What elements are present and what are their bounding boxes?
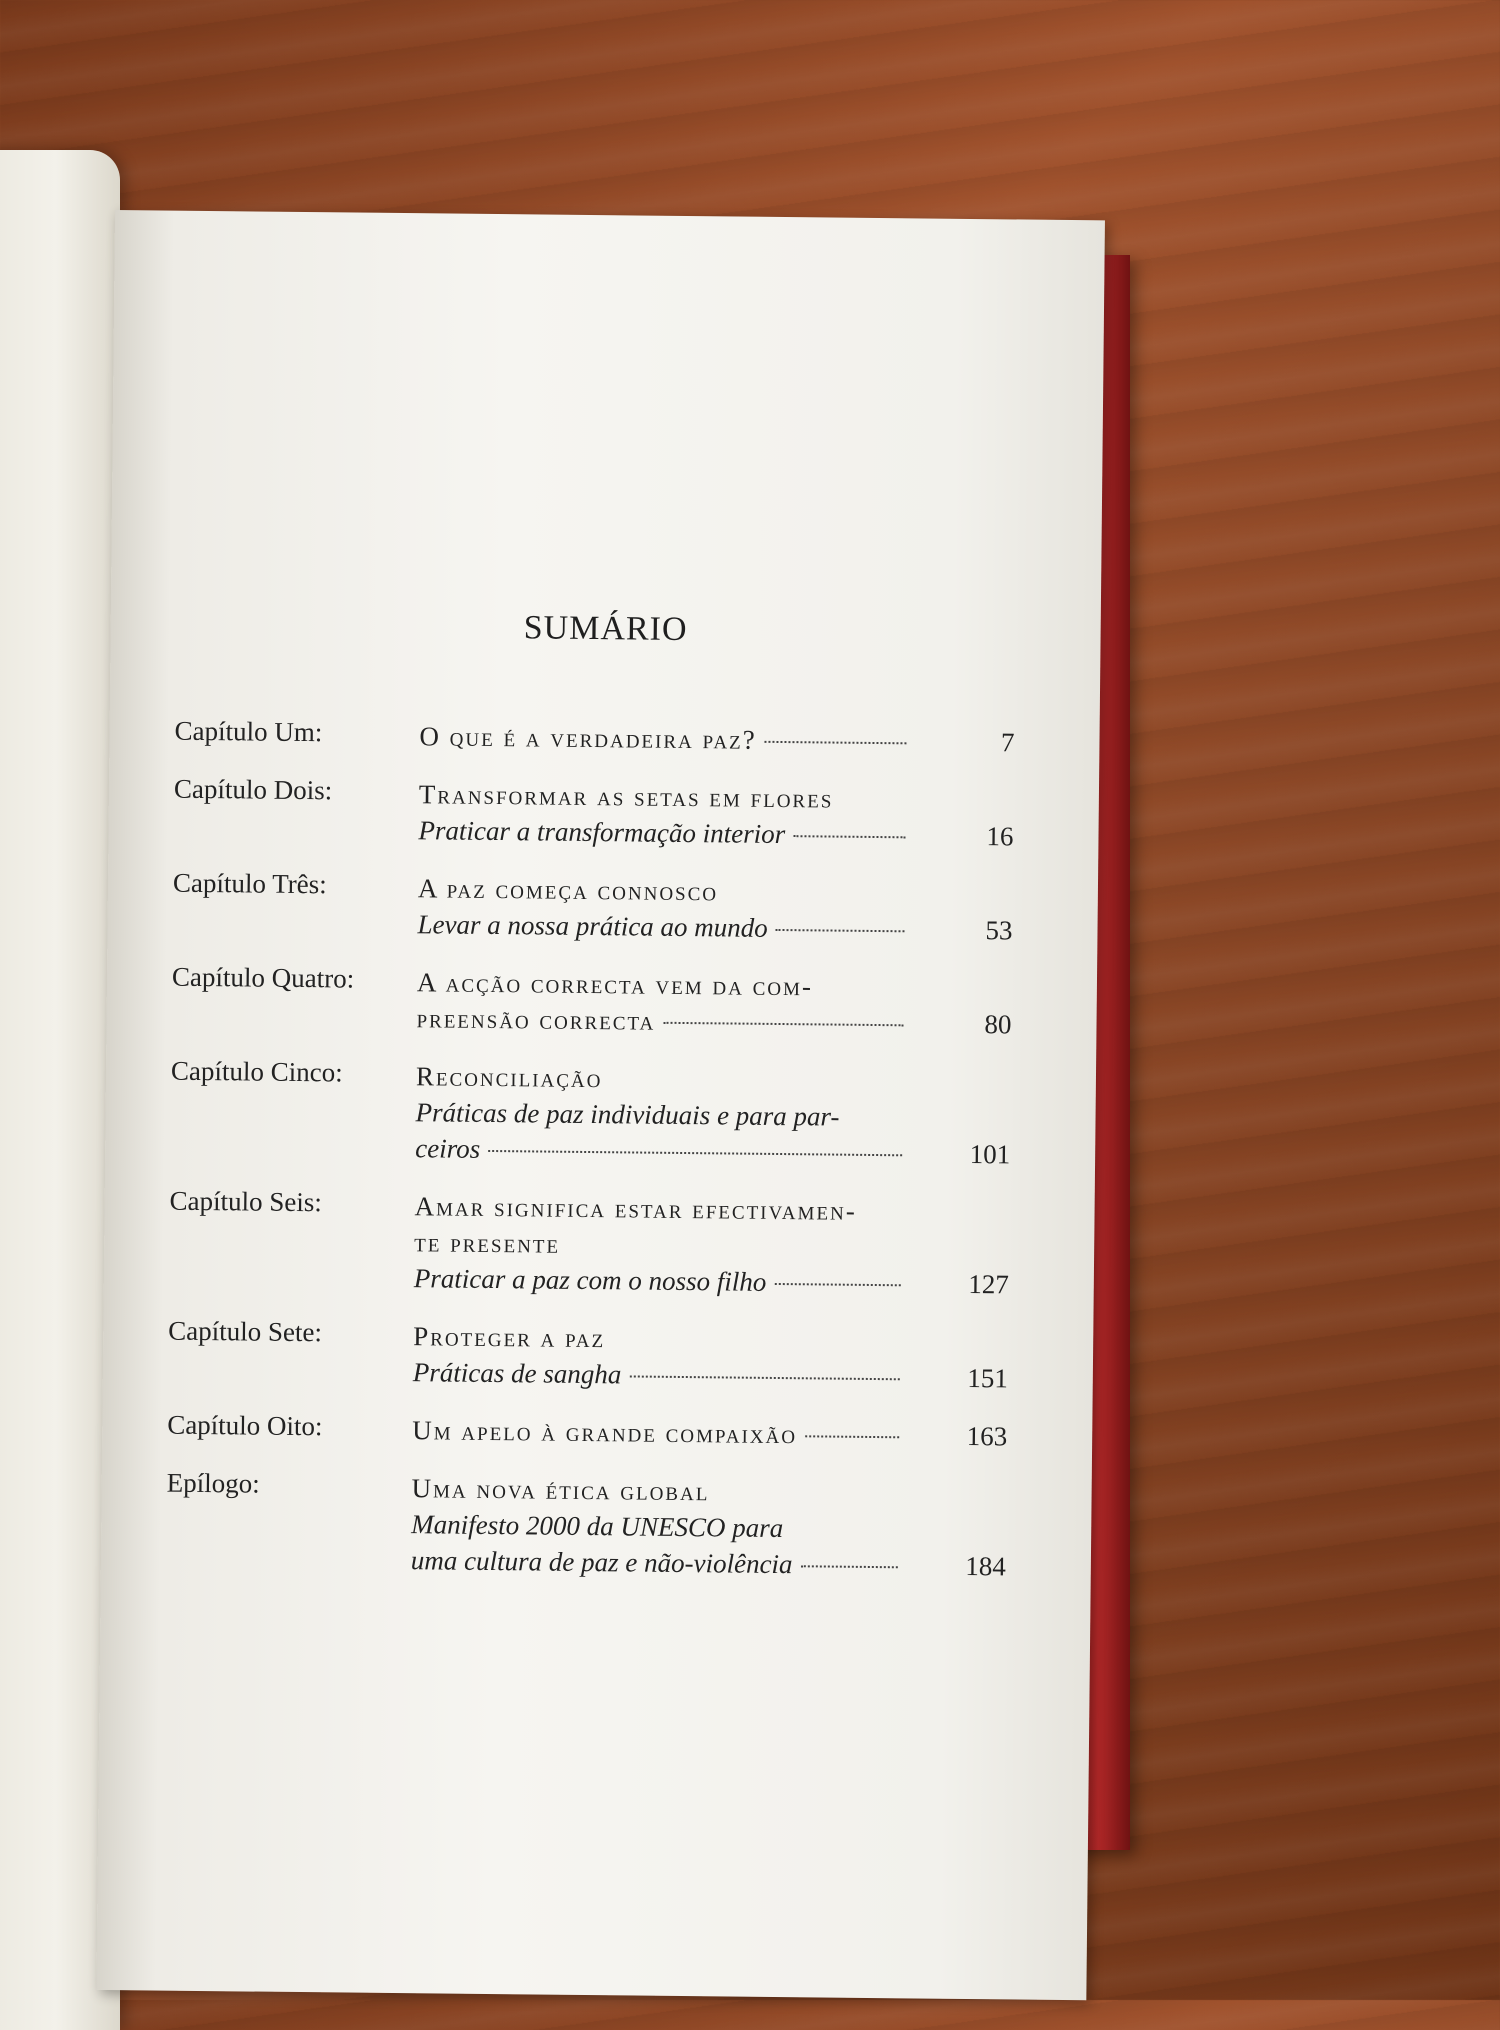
chapter-label: Capítulo Oito: <box>167 1409 323 1442</box>
toc-entry <box>169 1186 1010 1303</box>
page-number: 53 <box>985 915 1013 946</box>
toc-entry <box>171 962 1012 1043</box>
line-text: Transformar as setas em flores <box>418 779 834 814</box>
page-number: 7 <box>1000 727 1015 758</box>
toc-entry <box>170 1056 1011 1173</box>
chapter-titles <box>417 870 913 947</box>
chapter-label: Capítulo Dois: <box>173 773 333 806</box>
chapter-label: Capítulo Sete: <box>168 1315 323 1348</box>
line-text: Manifesto 2000 da UNESCO para <box>411 1509 784 1544</box>
chapter-titles <box>419 718 914 759</box>
line-text: A acção correcta vem da com- <box>416 967 814 1002</box>
chapter-title-line <box>416 1000 911 1041</box>
toc-entry <box>174 716 1014 761</box>
dot-leader <box>774 1283 900 1286</box>
toc-entry <box>173 774 1014 855</box>
line-text: Praticar a transformação interior <box>418 815 786 850</box>
dot-leader <box>805 1435 899 1438</box>
chapter-title-line <box>418 870 913 911</box>
chapter-title-line <box>411 1470 906 1511</box>
chapter-title-line <box>419 718 914 759</box>
line-text: preensão correcta <box>416 1003 656 1036</box>
dot-leader <box>776 929 905 932</box>
chapter-titles <box>414 1188 910 1301</box>
chapter-subtitle-line <box>415 1130 910 1171</box>
chapter-subtitle-line <box>417 906 912 947</box>
line-text: Levar a nossa prática ao mundo <box>417 909 768 943</box>
line-text: ceiros <box>415 1133 481 1164</box>
chapter-title-line <box>414 1188 909 1229</box>
chapter-title-line <box>419 776 914 817</box>
chapter-titles <box>412 1412 907 1453</box>
chapter-title-line <box>414 1224 909 1265</box>
chapter-title-line <box>416 1058 911 1099</box>
line-text: Práticas de paz individuais e para par- <box>415 1097 840 1132</box>
line-text: Reconciliação <box>415 1061 603 1094</box>
chapter-subtitle-line <box>414 1260 909 1301</box>
line-text: Amar significa estar efectivamen- <box>414 1191 857 1226</box>
dot-leader <box>488 1150 902 1156</box>
dot-leader <box>765 741 907 744</box>
line-text: te presente <box>414 1227 561 1259</box>
contents-page <box>96 210 1105 2000</box>
page-title: SUMÁRIO <box>523 609 688 649</box>
page-number: 127 <box>968 1268 1009 1300</box>
chapter-titles <box>413 1318 909 1395</box>
toc-entry <box>172 868 1013 949</box>
chapter-titles <box>416 964 912 1041</box>
line-text: Uma nova ética global <box>411 1473 710 1507</box>
chapter-titles <box>411 1470 907 1583</box>
line-text: uma cultura de paz e não-violência <box>410 1545 793 1580</box>
chapter-label: Epílogo: <box>166 1467 260 1499</box>
page-number: 151 <box>967 1362 1008 1394</box>
chapter-label: Capítulo Três: <box>172 867 327 900</box>
page-number: 184 <box>965 1550 1007 1582</box>
chapter-subtitle-line <box>411 1542 906 1583</box>
page-number: 16 <box>986 821 1014 852</box>
line-text: Um apelo à grande compaixão <box>412 1415 798 1450</box>
page-number: 80 <box>984 1009 1012 1040</box>
chapter-label: Capítulo Seis: <box>169 1185 323 1218</box>
line-text: A paz começa connosco <box>417 873 719 907</box>
chapter-label: Capítulo Cinco: <box>170 1055 343 1088</box>
toc-entry <box>166 1468 1007 1585</box>
chapter-subtitle-line <box>413 1354 908 1395</box>
table-of-contents <box>165 716 1014 1607</box>
line-text: O que é a verdadeira paz? <box>419 721 757 755</box>
toc-entry <box>167 1410 1007 1455</box>
chapter-label: Capítulo Um: <box>174 715 323 748</box>
page-number: 163 <box>966 1420 1008 1452</box>
chapter-title-line <box>412 1412 907 1453</box>
chapter-label: Capítulo Quatro: <box>171 961 355 994</box>
line-text: Práticas de sangha <box>412 1357 622 1390</box>
chapter-title-line <box>417 964 912 1005</box>
chapter-title-line <box>413 1318 908 1359</box>
toc-entry <box>168 1316 1009 1397</box>
dot-leader <box>800 1565 897 1568</box>
chapter-subtitle-line <box>418 812 913 853</box>
chapter-titles <box>415 1058 911 1171</box>
line-text: Proteger a paz <box>413 1321 606 1354</box>
page-number: 101 <box>969 1139 1011 1170</box>
chapter-titles <box>418 776 914 853</box>
chapter-subtitle-line <box>415 1094 910 1135</box>
dot-leader <box>793 835 905 838</box>
chapter-subtitle-line <box>411 1506 906 1547</box>
dot-leader <box>663 1022 903 1027</box>
line-text: Praticar a paz com o nosso filho <box>413 1263 767 1297</box>
dot-leader <box>629 1375 900 1380</box>
